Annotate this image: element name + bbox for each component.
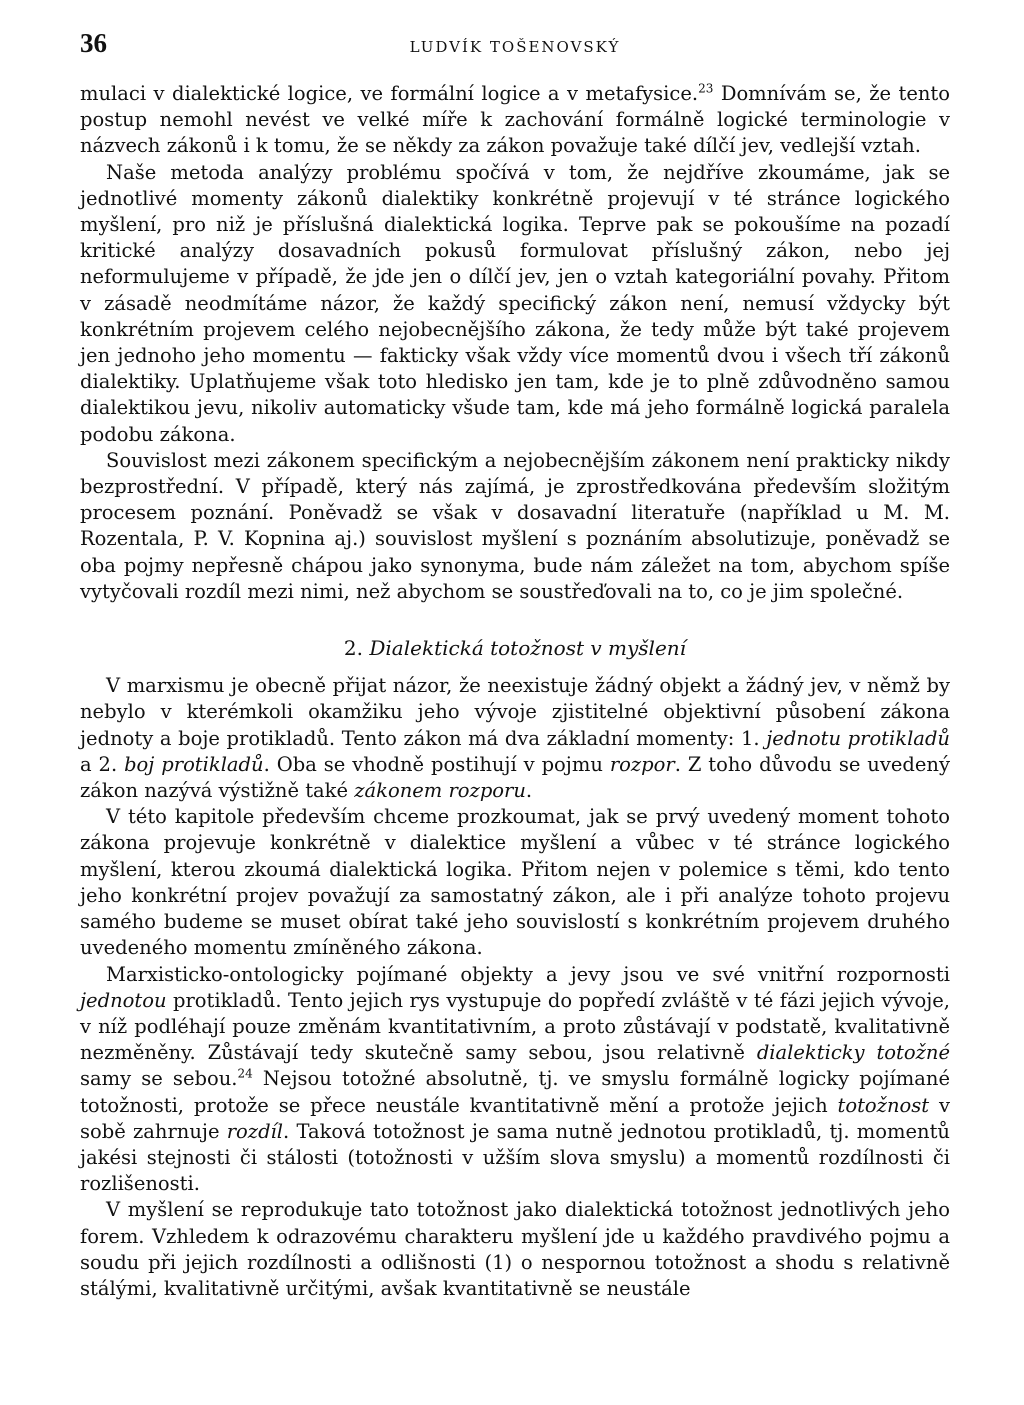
page-header [80,28,950,68]
paragraph-3: Souvislost mezi zákonem specifickým a nejobecnějším zákonem není prakticky nikdy bezprostřední. V případě, který nás zajímá, je zprostředkována především složitým procesem poznání. Poněvadž se však v dosavadní literatuře (například u M. M. Rozentala, P. V. Kopnina aj.) souvislost myšlení s poznáním absolutizuje, poněvadž se oba pojmy nepřesně chápou jako synonyma, bude nám záležet na tom, abychom spíše vytyčovali rozdíl mezi nimi, než abychom se soustřeďovali na to, co je jim společné. [80,448,950,603]
body-text [80,81,950,1302]
paragraph-1: mulaci v dialektické logice, ve formální logice a v metafysice.$^{23}$ Domnívám se, že tento postup nemohl nevést ve velké míře k zachování formálně logické terminologie v názvech zákonů i k tomu, že se někdy za zákon považuje také dílčí jev, vedlejší vztah. [80,81,950,158]
section-heading [80,635,950,661]
paragraph-5: V této kapitole především chceme prozkoumat, jak se prvý uvedený moment tohoto zákona projevuje konkrétně v dialektice myšlení a vůbec v té stránce logického myšlení, kterou zkoumá dialektická logika. Přitom nejen v polemice s těmi, kdo tento jeho konkrétní projev považují za samostatný zákon, ale i při analýze tohoto projevu samého budeme se muset obírat také jeho souvislostí s konkrétním projevem druhého uvedeného momentu zmíněného zákona. [80,805,950,960]
section-title: Dialektická totožnost v myšlení [369,636,687,661]
paragraph-6: Marxisticko-ontologicky pojímané objekty a jevy jsou ve své vnitřní rozpornosti jednotou protikladů. Tento jejich rys vystupuje do popředí zvláště v té fázi jejich vývoje, v níž podléhají pouze změnám kvantitativním, a proto zůstávají v podstatě, kvalitativně nezměněny. Zůstávají tedy skutečně samy sebou, jsou relativně dialekticky totožné samy se sebou.$^{24}$ Nejsou totožné absolutně, tj. ve smyslu formálně logicky pojímané totožnosti, protože se přece neustále kvantitativně mění a protože jejich totožnost v sobě zahrnuje rozdíl. Taková totožnost je sama nutně jednotou protikladů, tj. momentů jakési stejnosti či stálosti (totožnosti v užším slova smyslu) a momentů rozdílnosti či rozlišenosti. [80,962,950,1196]
paragraph-4: V marxismu je obecně přijat názor, že neexistuje žádný objekt a žádný jev, v němž by nebylo v kterémkoli okamžiku jeho vývoje zjistitelné objektivní působení zákona jednoty a boje protikladů. Tento zákon má dva základní momenty: 1. jednotu protikladů a 2. boj protikladů. Oba se vhodně postihují v pojmu rozpor. Z toho důvodu se uvedený zákon nazývá výstižně také zákonem rozporu. [80,674,951,803]
paragraph-2: Naše metoda analýzy problému spočívá v tom, že nejdříve zkoumáme, jak se jednotlivé momenty zákonů dialektiky konkrétně projevují v té stránce logického myšlení, pro niž je příslušná dialektická logika. Teprve pak se pokoušíme na pozadí kritické analýzy dosavadních pokusů formulovat příslušný zákon, nebo jej neformulujeme v případě, že jde jen o dílčí jev, jen o vztah kategoriální povahy. Přitom v zásadě neodmítáme názor, že každý specifický zákon není, nemusí vždycky být konkrétním projevem celého nejobecnějšího zákona, že tedy může být také projevem jen jednoho jeho momentu — fakticky však vždy více momentů dvou i všech tří zákonů dialektiky. Uplatňujeme však toto hledisko jen tam, kde je to plně zdůvodněno samou dialektikou jevu, nikoliv automaticky všude tam, kde má jeho formálně logická paralela podobu zákona. [80,160,950,446]
running-head: LUDVÍK TOŠENOVSKÝ [409,38,621,56]
footnote-ref-24: 24 [237,1066,253,1081]
footnote-ref-23: 23 [698,81,714,96]
paragraph-7: V myšlení se reprodukuje tato totožnost jako dialektická totožnost jednotlivých jeho forem. Vzhledem k odrazovému charakteru myšlení jde u každého pravdivého pojmu a soudu při jejich rozdílnosti a odlišnosti (1) o nespornou totožnost a shodu s relativně stálými, kvalitativně určitými, avšak kvantitativně se neustále [80,1198,950,1300]
section-number: 2. [343,636,363,661]
book-page [80,28,950,1302]
page-number: 36 [80,28,107,58]
